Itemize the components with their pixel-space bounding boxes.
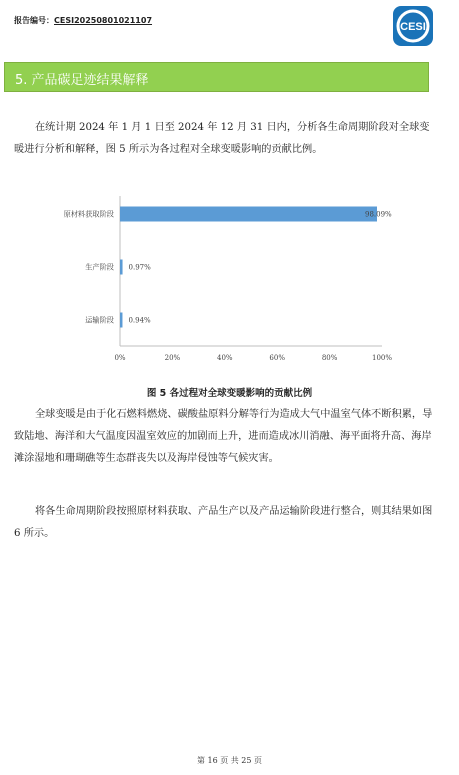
figure-caption: 图 5 各过程对全球变暖影响的贡献比例	[146, 388, 313, 399]
paragraph-integration: 将各生命周期阶段按照原材料获取、产品生产以及产品运输阶段进行整合，则其结果如图 6 所示。	[14, 506, 433, 539]
paragraph-global-warming: 全球变暖是由于化石燃料燃烧、碳酸盐原料分解等行为造成大气中温室气体不断积累，导致陆地、海洋和大气温度因温室效应的加剧而上升，进而造成冰川消融、海平面将升高、海岸滩涂湿地和珊瑚礁等生态群丧失以及海岸侵蚀等气候灾害。	[14, 409, 433, 464]
category-label: 原材料获取阶段	[63, 209, 114, 219]
section-heading-bar	[4, 62, 429, 92]
report-number-label: 报告编号：	[14, 16, 54, 25]
category-label: 运输阶段	[85, 315, 114, 325]
cesi-logo	[392, 5, 434, 47]
section-title: 5. 产品碳足迹结果解释	[15, 73, 149, 88]
data-label: 0.97%	[128, 263, 151, 272]
paragraph-intro: 在统计期 2024 年 1 月 1 日至 2024 年 12 月 31 日内，分析各生命周期阶段对全球变暖进行分析和解释，图 5 所示为各过程对全球变暖影响的贡献比例。	[14, 122, 430, 155]
x-tick-label: 0%	[114, 354, 126, 362]
contribution-bar-chart	[0, 190, 459, 380]
logo-text: CESI	[400, 21, 426, 33]
x-tick-label: 20%	[164, 354, 181, 362]
data-label: 0.94%	[128, 316, 151, 325]
bar	[120, 207, 377, 222]
x-tick-label: 60%	[269, 354, 285, 362]
report-number	[14, 15, 152, 26]
report-number-value: CESI20250801021107	[54, 16, 153, 25]
bar	[120, 313, 122, 328]
x-tick-label: 40%	[217, 354, 233, 362]
bar	[120, 260, 123, 275]
x-tick-label: 100%	[371, 354, 393, 362]
category-label: 生产阶段	[85, 262, 114, 272]
page-footer: 第 16 页 共 25 页	[196, 756, 263, 765]
data-label: 98.09%	[364, 210, 392, 219]
x-tick-label: 80%	[321, 354, 338, 362]
